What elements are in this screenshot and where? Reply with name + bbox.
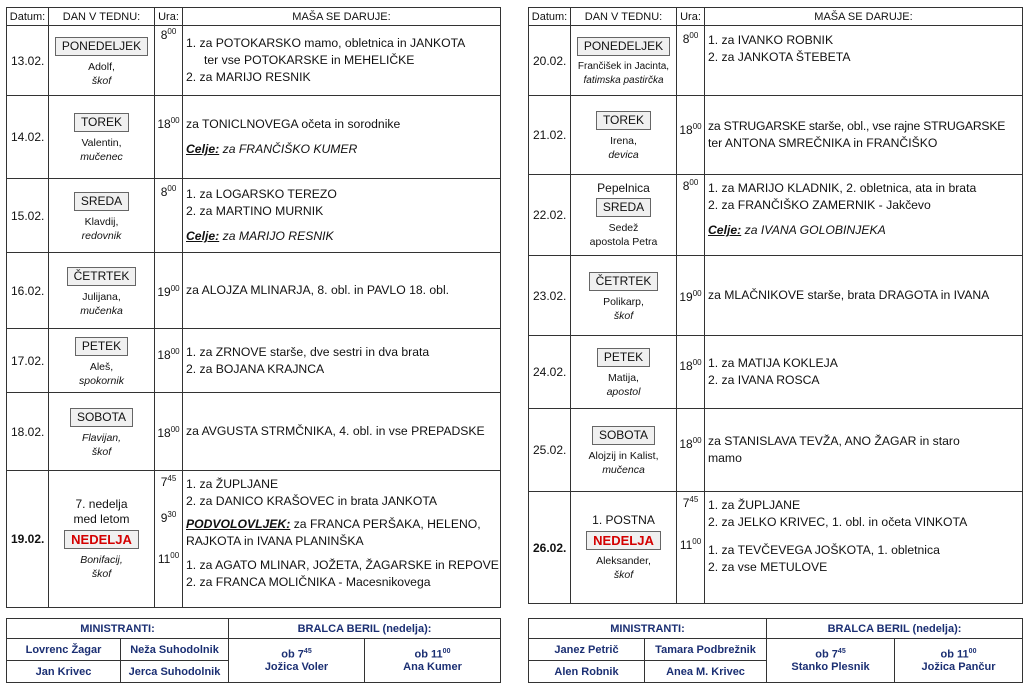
mass-cell [705,409,1023,492]
altar-server: Neža Suhodolnik [121,639,229,661]
time-cell [155,179,183,253]
hour: 11 [679,538,693,552]
date-cell: 21.02. [529,96,571,175]
table-row [7,393,501,471]
mass-cell [705,96,1023,175]
mass-line: za AVGUSTA STRMČNIKA, 4. obl. in vse PREPADSKE [186,424,485,438]
header-mass: MAŠA SE DARUJE: [705,8,1023,26]
right-schedule [528,7,1022,678]
mass-time-label: ob 7 [281,648,304,661]
hour: 18 [679,359,693,373]
time-cell [155,393,183,471]
date-cell: 13.02. [7,26,49,96]
hour: 9 [160,511,168,525]
hour: 7 [160,475,168,489]
mass-line: 1. za AGATO MLINAR, JOŽETA, ŽAGARSKE in REPOVE [186,558,499,572]
minute: 00 [692,436,702,445]
saint-title: mučenec [80,151,123,163]
ministranti-header: MINISTRANTI: [529,619,767,639]
mass-line: za STRUGARSKE starše, obl., vse rajne STRUGARSKE [708,119,1006,133]
day-cell [49,471,155,608]
day-label: TOREK [74,113,129,132]
mass-line: mamo [708,451,742,465]
location-label: Celje: [708,223,742,237]
day-cell [571,175,677,256]
saint-name: Polikarp, [603,295,644,308]
day-label: PONEDELJEK [577,37,670,56]
mass-line: za STANISLAVA TEVŽA, ANO ŽAGAR in staro [708,434,960,448]
day-cell [49,96,155,179]
table-row [7,179,501,253]
mass-line: 1. za LOGARSKO TEREZO [186,187,337,201]
saint-title: škof [91,74,112,87]
day-label: NEDELJA [64,530,139,549]
day-cell [571,409,677,492]
minute: 45 [689,495,699,504]
saint-title: redovnik [81,229,122,242]
table-row [529,175,1023,256]
minute: 00 [170,283,180,293]
header-date: Datum: [529,8,571,26]
day-cell [571,256,677,336]
header-time: Ura: [155,8,183,26]
hour: 8 [160,28,168,42]
saint-title: mučenca [602,464,645,476]
reader-slot [229,639,365,683]
reader: Jožica Voler [264,660,329,673]
mass-cell [183,253,501,329]
saint-name: Julijana, [82,290,121,303]
header-day: DAN V TEDNU: [571,8,677,26]
header-time: Ura: [677,8,705,26]
mass-line: 1. za IVANKO ROBNIK [708,33,834,47]
mass-line: 1. za ŽUPLJANE [708,498,801,512]
mass-cell [705,26,1023,96]
altar-server: Jerca Suhodolnik [121,661,229,683]
time-cell [677,256,705,336]
minute: 00 [692,288,702,298]
bralci-header: BRALCA BERIL (nedelja): [767,619,1023,639]
liturgical-day: 1. POSTNA [592,513,655,527]
time-cell [677,175,705,256]
day-cell [49,253,155,329]
minute: 00 [689,31,699,40]
location-mass: za MARIJO RESNIK [222,229,334,243]
date-cell: 24.02. [529,336,571,409]
hour: 18 [679,437,693,451]
hour: 18 [157,116,171,131]
mass-line: ter ANTONA SMREČNIKA in FRANČIŠKO [708,136,938,150]
day-cell [49,26,155,96]
date-cell: 23.02. [529,256,571,336]
time-cell [677,336,705,409]
reader: Stanko Plesnik [791,660,870,673]
mass-line: ter vse POTOKARSKE in MEHELIČKE [204,53,415,67]
time-cell [677,96,705,175]
saint-name: Bonifacij, [80,554,123,566]
time-cell [677,409,705,492]
day-cell [49,393,155,471]
altar-server: Janez Petrič [529,639,645,661]
mass-line: za TONICLNOVEGA očeta in sorodnike [186,117,401,131]
mass-line: 1. za MARIJO KLADNIK, 2. obletnica, ata in brata [708,181,977,195]
table-row [7,96,501,179]
saint-name: Flavijan, [81,431,122,444]
minute: 00 [170,424,180,434]
minute: 00 [170,115,180,125]
mass-cell [705,175,1023,256]
bralci-header: BRALCA BERIL (nedelja): [229,619,501,639]
saint-name: Aleksander, [596,555,651,567]
hour: 19 [157,284,171,299]
location-mass: za FRANČIŠKO KUMER [222,142,358,156]
saint-name: Aleš, [89,360,114,373]
mass-line: 1. za MATIJA KOKLEJA [708,356,838,370]
liturgical-day: 7. nedelja [75,497,128,511]
altar-server: Lovrenc Žagar [7,639,121,661]
mass-cell [183,393,501,471]
minute: 00 [692,122,702,131]
mass-line: za FRANCA PERŠAKA, HELENO, [293,517,481,531]
hour: 8 [682,32,690,46]
table-row [529,492,1023,604]
saint-title: mučenka [80,304,123,317]
date-cell: 17.02. [7,329,49,393]
mass-line: 2. za MARIJO RESNIK [186,70,311,84]
altar-server: Jan Krivec [7,661,121,683]
table-row [7,253,501,329]
date-cell: 26.02. [529,492,571,604]
minute: 30 [167,510,177,519]
mass-line: 2. za DANICO KRAŠOVEC in brata JANKOTA [186,494,438,508]
schedule-table-left [6,7,501,608]
hour: 18 [157,425,171,440]
day-label: ČETRTEK [589,272,659,291]
saint-title: devica [608,149,639,161]
date-cell: 15.02. [7,179,49,253]
time-cell [677,492,705,604]
mass-line: 2. za JELKO KRIVEC, 1. obl. in očeta VINKOTA [708,515,968,529]
saint-title: škof [613,309,634,322]
liturgical-day: Pepelnica [597,181,650,195]
day-cell [49,179,155,253]
saint-name: Frančišek in Jacinta, [577,60,670,72]
minute: 00 [692,358,702,367]
day-label: TOREK [596,111,651,130]
mass-line: 2. za FRANCA MOLIČNIKA - Macesnikovega [186,575,431,589]
mass-time-label: ob 11 [414,648,443,661]
saint-title: škof [613,569,634,581]
table-row [529,96,1023,175]
saint-name: Sedež [608,222,639,234]
day-label: SREDA [596,198,651,217]
mass-line: 2. za MARTINO MURNIK [186,204,324,218]
mass-line: 1. za POTOKARSKO mamo, obletnica in JANKOTA [186,36,466,50]
altar-server: Tamara Podbrežnik [645,639,767,661]
left-schedule [6,7,500,678]
table-row [529,409,1023,492]
reader-slot [365,639,501,683]
mass-cell [183,179,501,253]
minute: 45 [167,474,177,483]
minute: 00 [689,178,699,187]
date-cell: 16.02. [7,253,49,329]
date-cell: 22.02. [529,175,571,256]
mass-cell [183,26,501,96]
minute: 00 [167,184,177,193]
reader: Jožica Pančur [921,660,996,673]
hour: 8 [682,179,690,193]
altar-server: Alen Robnik [529,661,645,683]
date-cell: 25.02. [529,409,571,492]
saint-name: Valentin, [81,137,122,149]
mass-line: 2. za JANKOTA ŠTEBETA [708,50,851,64]
day-label: SREDA [74,192,129,211]
date-cell: 20.02. [529,26,571,96]
mass-line: 2. za FRANČIŠKO ZAMERNIK - Jakčevo [708,198,931,212]
liturgical-day-2: med letom [73,512,130,526]
day-cell [571,26,677,96]
table-row [7,471,501,608]
schedule-table-right [528,7,1023,604]
table-row [7,26,501,96]
ministranti-header: MINISTRANTI: [7,619,229,639]
hour: 8 [160,185,168,199]
minute: 00 [170,551,180,560]
header-mass: MAŠA SE DARUJE: [183,8,501,26]
day-label: PETEK [75,337,128,356]
saint-name: Klavdij, [84,215,119,228]
day-label: NEDELJA [586,531,661,550]
footer-table-left [6,618,501,683]
altar-server: Anea M. Krivec [645,661,767,683]
mass-time-minute: 00 [968,648,977,656]
time-cell [677,26,705,96]
mass-line: 2. za vse METULOVE [708,560,828,574]
footer-table-right [528,618,1023,683]
location-label: PODVOLOVLJEK: [186,517,291,531]
hour: 7 [682,496,690,510]
time-cell [155,329,183,393]
minute: 00 [170,346,180,356]
mass-line: 2. za BOJANA KRAJNCA [186,361,325,376]
header-day: DAN V TEDNU: [49,8,155,26]
hour: 11 [157,552,171,566]
reader: Ana Kumer [403,660,462,673]
time-cell [155,253,183,329]
saint-name: Matija, [608,372,639,384]
mass-cell [705,336,1023,409]
reader-slot [895,639,1023,683]
table-row [529,26,1023,96]
day-label: PONEDELJEK [55,37,148,56]
location-label: Celje: [186,229,220,243]
day-cell [571,336,677,409]
minute: 00 [692,537,702,546]
mass-line: 1. za ZRNOVE starše, dve sestri in dva brata [186,344,430,359]
day-label: ČETRTEK [67,267,137,286]
saint-title: spokornik [79,374,124,387]
saint-name: Alojzij in Kalist, [588,450,659,462]
location-label: Celje: [186,142,220,156]
saint-name: Irena, [610,135,637,147]
day-cell [49,329,155,393]
day-cell [571,96,677,175]
saint-title: apostol [606,386,641,398]
table-row [529,256,1023,336]
mass-line: 1. za ŽUPLJANE [186,477,279,491]
mass-cell [183,471,501,608]
mass-cell [183,96,501,179]
saint-title: škof [91,568,112,580]
mass-line: za MLAČNIKOVE starše, brata DRAGOTA in IVANA [708,288,990,302]
mass-line: 2. za IVANA ROSCA [708,373,820,387]
time-cell [155,96,183,179]
saint-title: fatimska pastirčka [583,74,664,86]
table-row [529,336,1023,409]
mass-time-minute: 45 [303,648,312,656]
saint-title: škof [91,445,112,458]
reader-slot [767,639,895,683]
mass-line: za ALOJZA MLINARJA, 8. obl. in PAVLO 18. obl. [186,283,450,297]
mass-cell [705,492,1023,604]
header-date: Datum: [7,8,49,26]
hour: 18 [679,123,693,137]
mass-time-label: ob 11 [940,648,969,661]
mass-time-minute: 00 [442,648,451,656]
table-row [7,329,501,393]
saint-title: apostola Petra [589,236,658,248]
mass-line: RAJKOTA in IVANA PLANINŠKA [186,534,364,548]
minute: 00 [167,27,177,36]
saint-name: Adolf, [88,60,115,73]
hour: 18 [157,347,171,362]
time-cell [155,26,183,96]
day-label: PETEK [597,348,650,367]
mass-time-minute: 45 [837,648,846,656]
date-cell: 18.02. [7,393,49,471]
location-mass: za IVANA GOLOBINJEKA [744,223,886,237]
mass-time-label: ob 7 [815,648,838,661]
hour: 19 [679,289,693,304]
date-cell: 19.02. [7,471,49,608]
day-label: SOBOTA [592,426,655,445]
mass-cell [705,256,1023,336]
mass-cell [183,329,501,393]
mass-line: 1. za TEVČEVEGA JOŠKOTA, 1. obletnica [708,543,940,557]
day-cell [571,492,677,604]
day-label: SOBOTA [70,408,133,427]
date-cell: 14.02. [7,96,49,179]
time-cell [155,471,183,608]
